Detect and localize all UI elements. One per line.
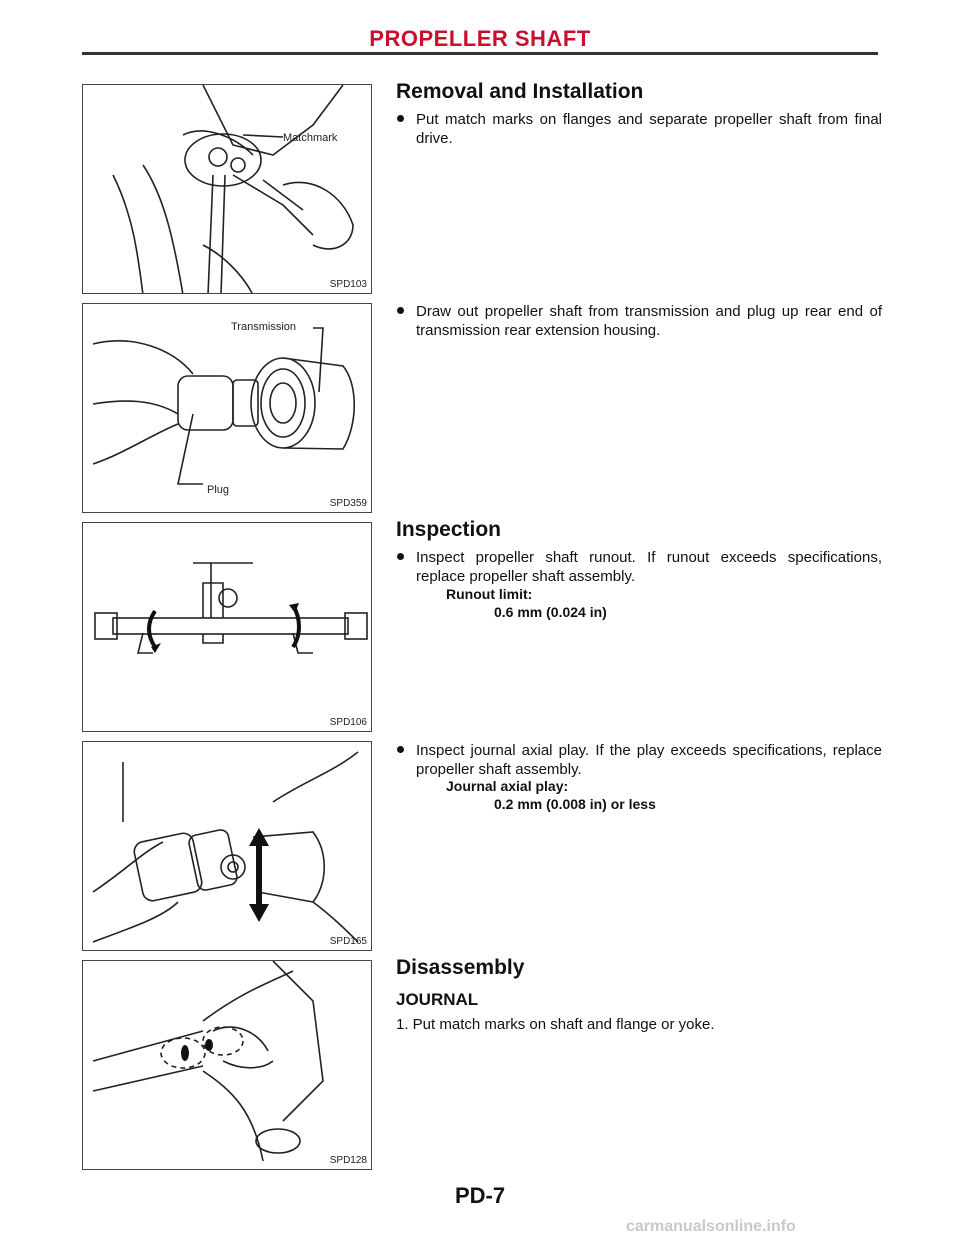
figure-code: SPD106 xyxy=(329,717,367,728)
spec-value: 0.2 mm (0.008 in) or less xyxy=(494,796,656,812)
figure-spd103 xyxy=(82,84,372,294)
bullet-text: Draw out propeller shaft from transmission and plug up rear end of transmission rear extension housing. xyxy=(416,303,882,339)
bullet-icon xyxy=(397,115,404,122)
runout-measurement-illustration xyxy=(83,523,372,732)
figure-spd359 xyxy=(82,303,372,513)
bullet-text: Put match marks on flanges and separate propeller shaft from final drive. xyxy=(416,111,882,147)
bullet-text: Inspect journal axial play. If the play exceeds specifications, replace propeller shaft assembly. xyxy=(416,742,882,778)
spec-label: Journal axial play: xyxy=(446,778,569,794)
bullet-item xyxy=(396,302,882,340)
spec-value: 0.6 mm (0.024 in) xyxy=(494,604,607,620)
transmission-plug-illustration xyxy=(83,304,372,513)
page-header-title: PROPELLER SHAFT xyxy=(369,26,591,51)
matchmark-illustration xyxy=(83,85,372,294)
journal-axial-play-illustration xyxy=(83,742,372,951)
bullet-item xyxy=(396,110,882,148)
watermark: carmanualsonline.info xyxy=(626,1218,796,1235)
bullet-icon xyxy=(397,307,404,314)
figure-code: SPD103 xyxy=(329,279,367,290)
figure-code: SPD165 xyxy=(329,936,367,947)
figure-spd128 xyxy=(82,960,372,1170)
section-title-disassembly: Disassembly xyxy=(396,956,525,979)
step-item: 1. Put match marks on shaft and flange or yoke. xyxy=(396,1016,715,1033)
figure-label: Matchmark xyxy=(283,132,338,144)
figure-label: Transmission xyxy=(231,321,296,333)
bullet-item xyxy=(396,741,882,779)
bullet-item xyxy=(396,548,882,586)
section-title-inspection: Inspection xyxy=(396,518,502,541)
figure-spd106 xyxy=(82,522,372,732)
bullet-icon xyxy=(397,553,404,560)
subsection-title-journal: JOURNAL xyxy=(396,990,479,1009)
spec-label: Runout limit: xyxy=(446,586,533,602)
figure-label: Plug xyxy=(207,484,230,496)
section-title-removal: Removal and Installation xyxy=(396,80,644,103)
bullet-text: Inspect propeller shaft runout. If runout exceeds specifications, replace propeller shaft assembly. xyxy=(416,549,882,585)
figure-code: SPD359 xyxy=(329,498,367,509)
header-divider xyxy=(82,52,878,55)
bullet-icon xyxy=(397,746,404,753)
figure-code: SPD128 xyxy=(329,1155,367,1166)
journal-matchmark-illustration xyxy=(83,961,372,1170)
figure-spd165 xyxy=(82,741,372,951)
page-number: PD-7 xyxy=(454,1183,506,1208)
